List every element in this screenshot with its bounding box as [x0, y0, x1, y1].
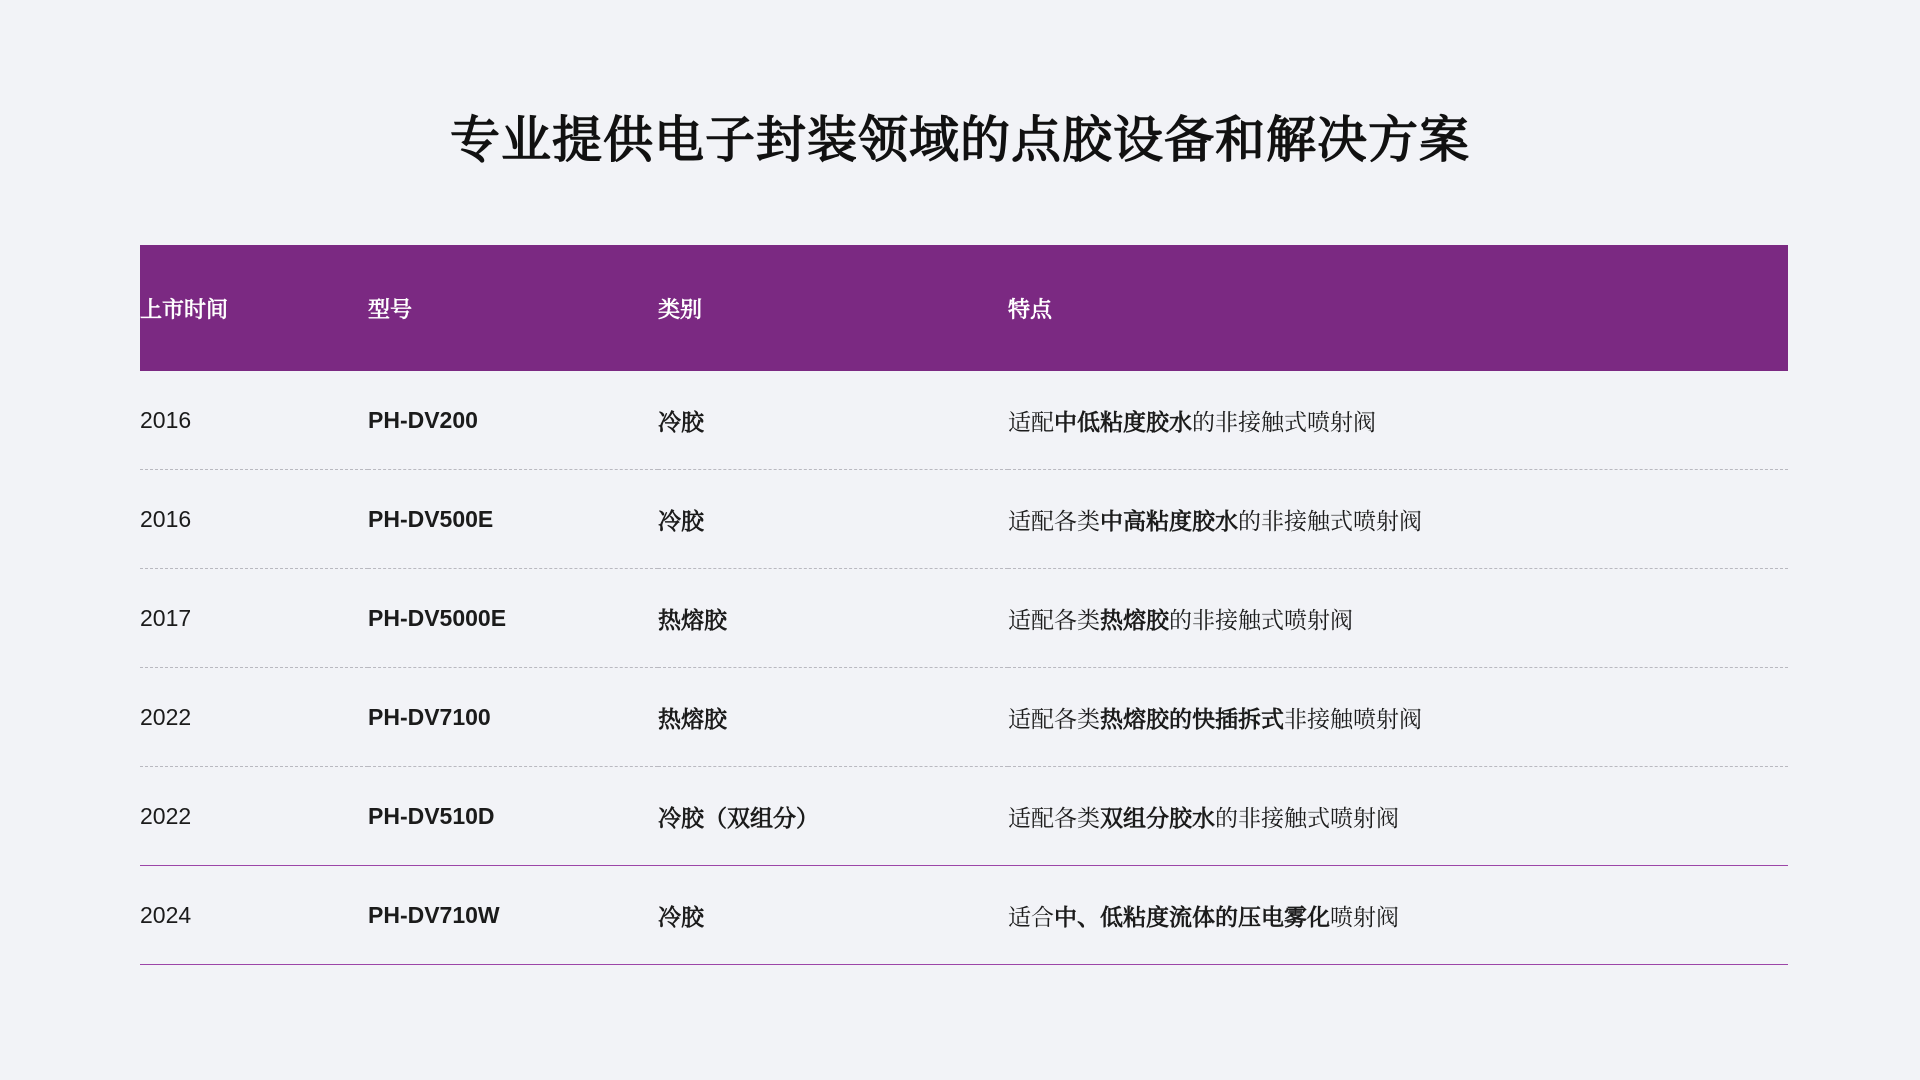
cell-feature — [1008, 470, 1788, 569]
cell-model: PH-DV710W — [368, 866, 658, 965]
cell-feature — [1008, 668, 1788, 767]
page-title: 专业提供电子封装领域的点胶设备和解决方案 — [450, 112, 1470, 168]
product-spec-table — [140, 245, 1788, 965]
product-table-container — [140, 245, 1788, 965]
cell-feature — [1008, 371, 1788, 470]
cell-category: 冷胶（双组分） — [658, 767, 1008, 866]
table-row — [140, 470, 1788, 569]
cell-category: 热熔胶 — [658, 668, 1008, 767]
cell-launch-year: 2022 — [140, 668, 368, 767]
cell-feature — [1008, 569, 1788, 668]
table-body — [140, 371, 1788, 965]
cell-feature-text: 适配各类双组分胶水的非接触式喷射阀 — [1008, 804, 1399, 831]
cell-category: 热熔胶 — [658, 569, 1008, 668]
cell-feature-text: 适配各类中高粘度胶水的非接触式喷射阀 — [1008, 507, 1422, 534]
cell-model: PH-DV5000E — [368, 569, 658, 668]
cell-feature-text: 适合中、低粘度流体的压电雾化喷射阀 — [1008, 903, 1399, 930]
column-header-category: 类别 — [658, 245, 1008, 371]
cell-category: 冷胶 — [658, 371, 1008, 470]
table-row — [140, 866, 1788, 965]
cell-model: PH-DV200 — [368, 371, 658, 470]
cell-feature-text: 适配各类热熔胶的非接触式喷射阀 — [1008, 606, 1353, 633]
table-row — [140, 371, 1788, 470]
cell-feature-text: 适配各类热熔胶的快插拆式非接触喷射阀 — [1008, 705, 1422, 732]
table-row — [140, 668, 1788, 767]
cell-feature-text: 适配中低粘度胶水的非接触式喷射阀 — [1008, 408, 1376, 435]
cell-launch-year: 2016 — [140, 371, 368, 470]
cell-feature — [1008, 866, 1788, 965]
cell-feature — [1008, 767, 1788, 866]
table-row — [140, 569, 1788, 668]
table-row — [140, 767, 1788, 866]
cell-category: 冷胶 — [658, 470, 1008, 569]
cell-launch-year: 2024 — [140, 866, 368, 965]
table-header — [140, 245, 1788, 371]
cell-category: 冷胶 — [658, 866, 1008, 965]
cell-launch-year: 2017 — [140, 569, 368, 668]
column-header-launch-year: 上市时间 — [140, 245, 368, 371]
column-header-feature: 特点 — [1008, 245, 1788, 371]
cell-launch-year: 2022 — [140, 767, 368, 866]
cell-launch-year: 2016 — [140, 470, 368, 569]
table-header-row — [140, 245, 1788, 371]
column-header-model: 型号 — [368, 245, 658, 371]
cell-model: PH-DV500E — [368, 470, 658, 569]
cell-model: PH-DV510D — [368, 767, 658, 866]
cell-model: PH-DV7100 — [368, 668, 658, 767]
